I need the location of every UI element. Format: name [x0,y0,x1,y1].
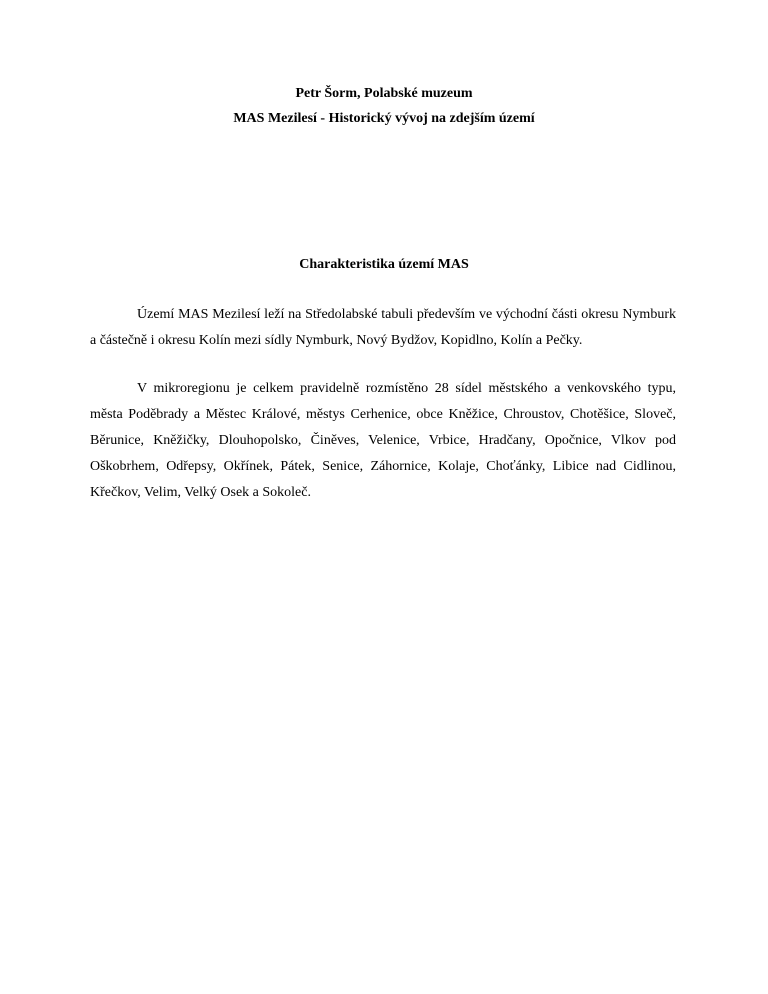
paragraph-text: Území MAS Mezilesí leží na Středolabské tabuli především ve východní části okresu Nymburk a částečně i okresu Kolín mezi sídly Nymburk, Nový Bydžov, Kopidlno, Kolín a Pečky. [90,307,676,348]
paragraph-settlements [90,376,676,506]
paragraph-text: V mikroregionu je celkem pravidelně rozmístěno 28 sídel městského a venkovského typu, města Poděbrady a Městec Králové, městys Cerhenice, obce Kněžice, Chroustov, Chotěšice, Sloveč, Běrunice, Kněžičky, Dlouhopolsko, Činěves, Velenice, Vrbice, Hradčany, Opočnice, Vlkov pod Oškobrhem, Odřepsy, Okřínek, Pátek, Senice, Záhornice, Kolaje, Choťánky, Libice nad Cidlinou, Křečkov, Velim, Velký Osek a Sokoleč. [90,381,676,500]
document-title: MAS Mezilesí - Historický vývoj na zdejším území [233,111,535,126]
paragraph-territory [90,302,676,354]
author-line: Petr Šorm, Polabské muzeum [295,86,473,101]
section-heading: Charakteristika území MAS [299,257,469,272]
